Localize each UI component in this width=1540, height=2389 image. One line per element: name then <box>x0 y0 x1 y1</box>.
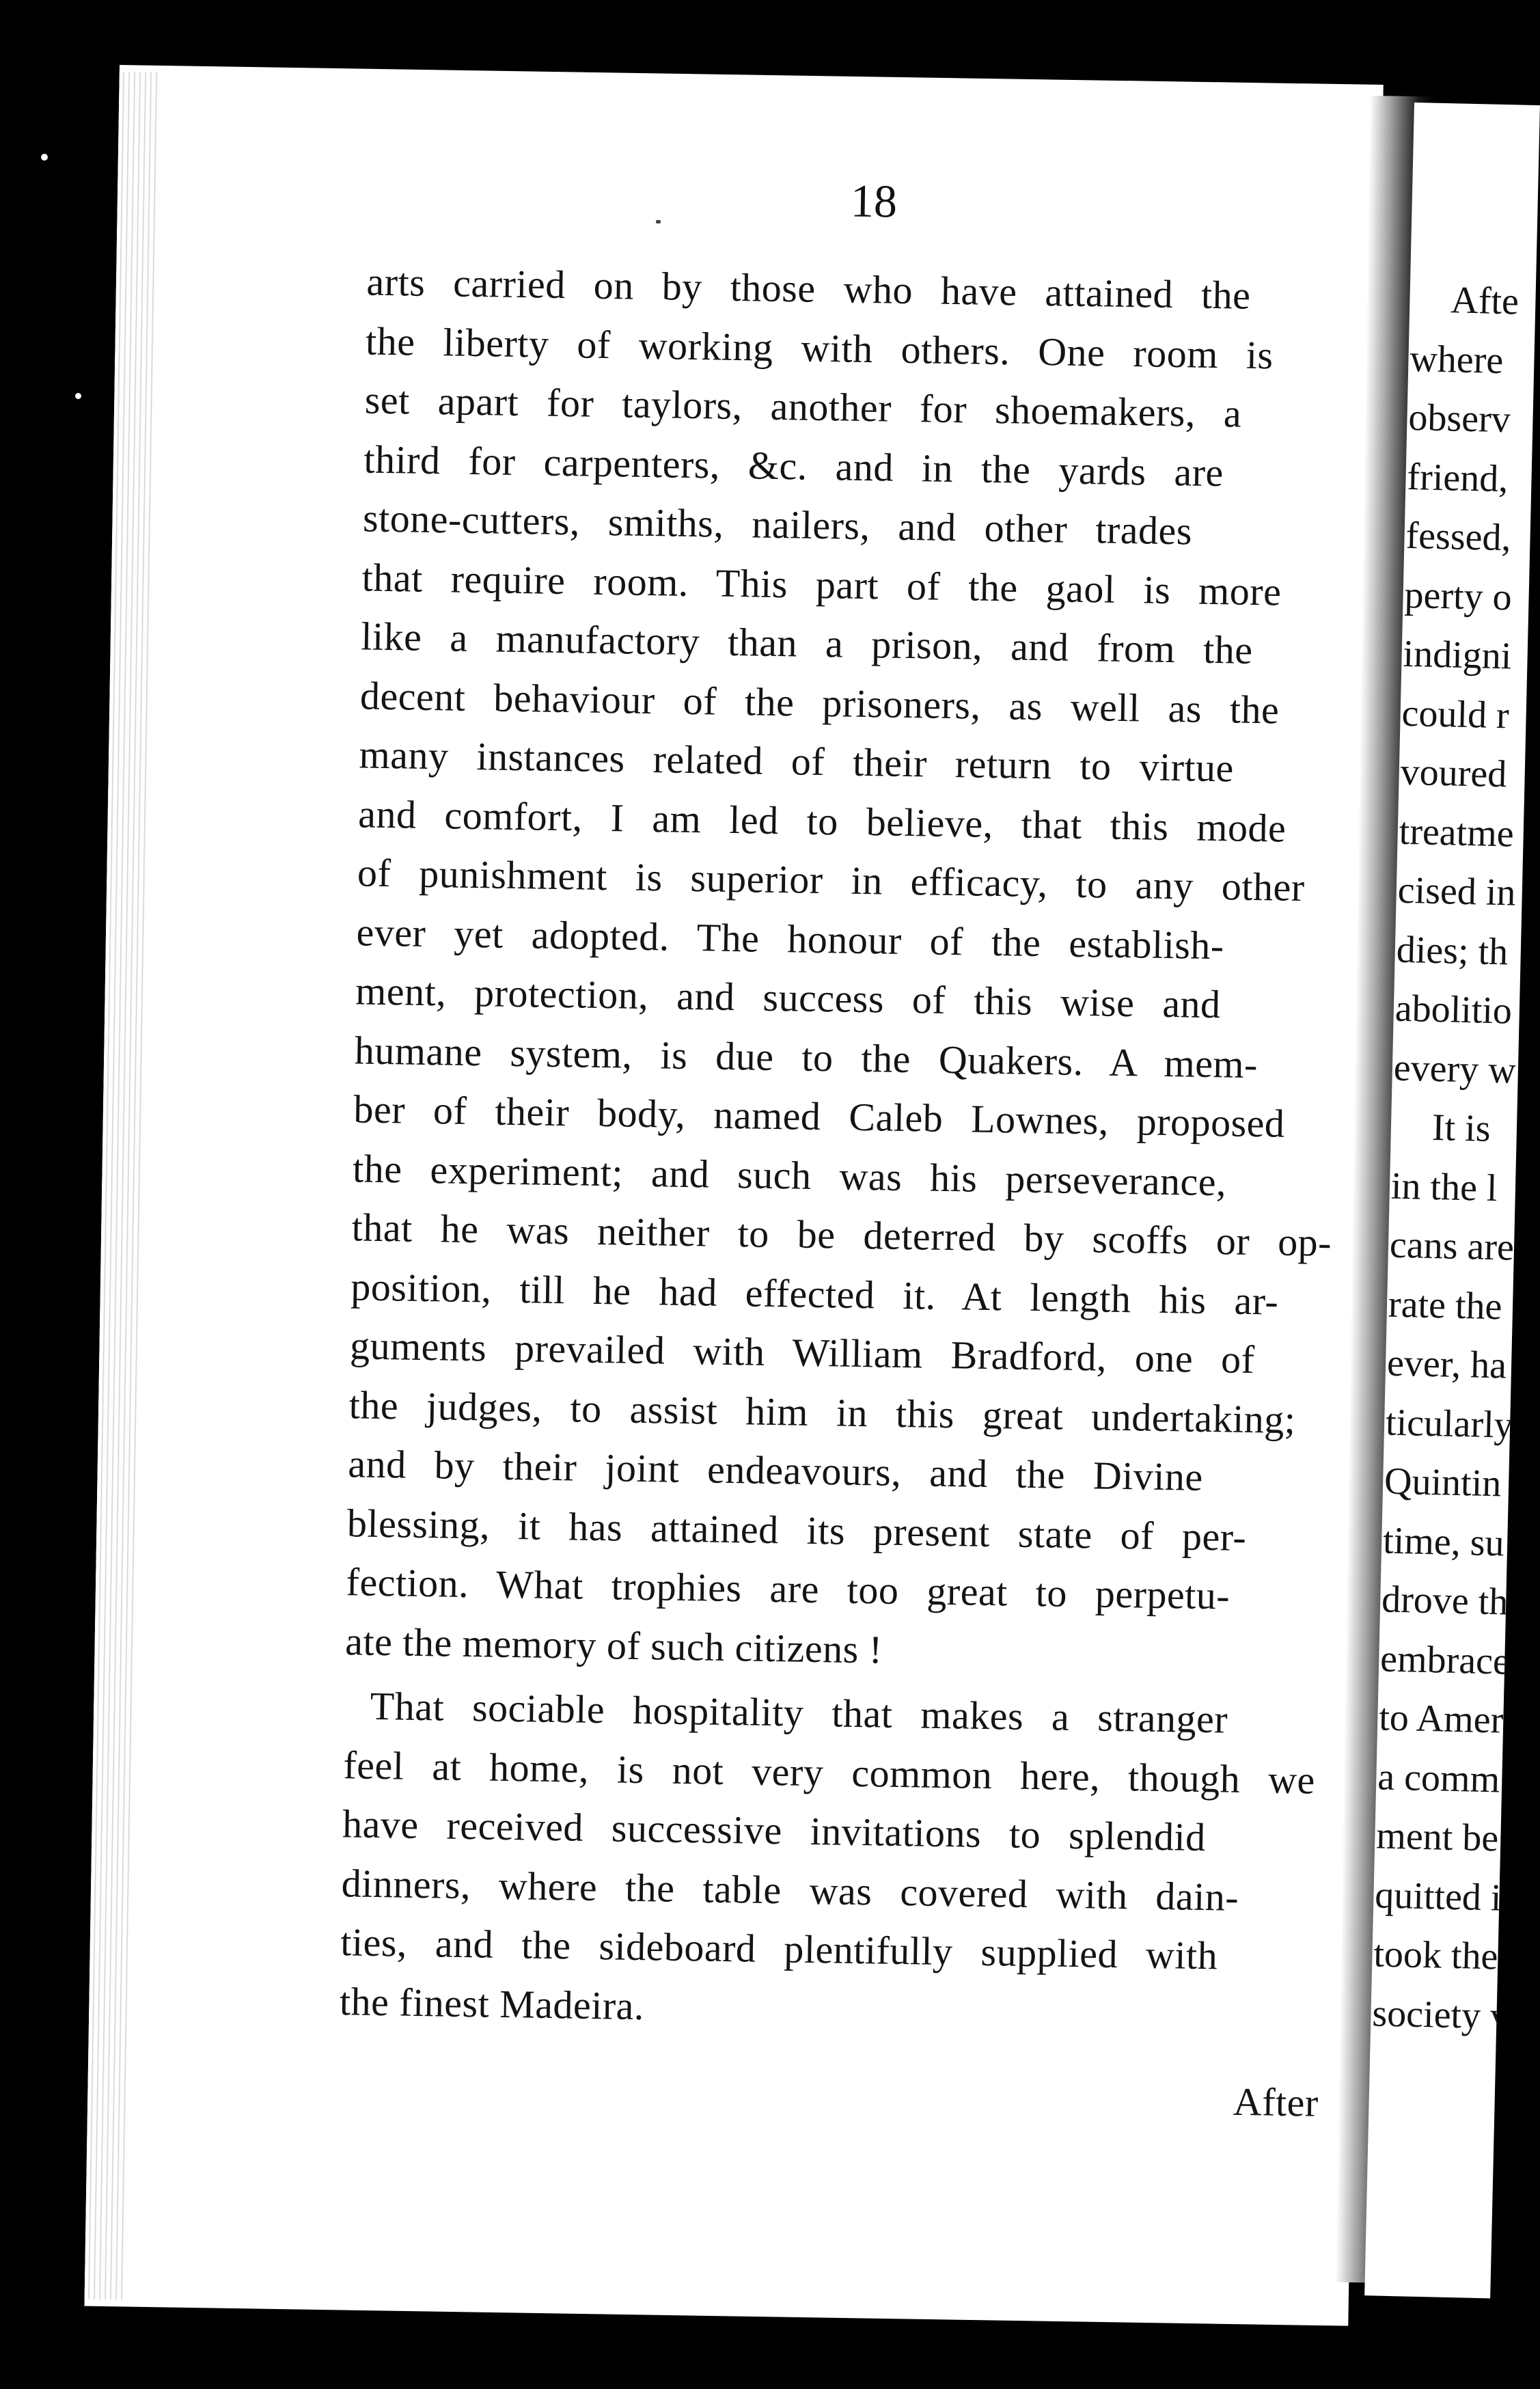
text-line: arts carried on by those who have attained the <box>366 259 1251 318</box>
text-line: ber of their body, named Caleb Lownes, proposed <box>353 1087 1285 1146</box>
text-line: blessing, it has attained its present state of per- <box>346 1500 1247 1559</box>
facing-page-fragment: where <box>1409 337 1504 382</box>
facing-page-fragment: cised in <box>1397 869 1517 914</box>
text-line: that require room. This part of the gaol is more <box>361 554 1282 614</box>
facing-page-text <box>1371 103 1540 2038</box>
text-line: and comfort, I am led to believe, that this mode <box>357 791 1287 851</box>
facing-page-fragment: quitted i <box>1374 1873 1502 1920</box>
background-speck <box>41 154 48 161</box>
text-line: the experiment; and such was his perseverance, <box>352 1145 1227 1204</box>
text-line: the finest Madeira. <box>339 1978 645 2028</box>
facing-page-fragment: treatme <box>1399 810 1515 856</box>
facing-page-fragment: rate the <box>1388 1283 1503 1328</box>
facing-page-fragment: dies; th <box>1396 928 1509 973</box>
facing-page-fragment: It is <box>1431 1106 1491 1150</box>
facing-page-fragment: ever, ha <box>1386 1341 1507 1387</box>
text-line: feel at home, is not very common here, though we <box>342 1742 1316 1803</box>
facing-page-fragment: fessed, <box>1405 514 1512 560</box>
text-line: ment, protection, and success of this wise and <box>355 968 1222 1027</box>
facing-page-fragment: a comm <box>1377 1755 1500 1801</box>
text-line: humane system, is due to the Quakers. A mem- <box>354 1027 1259 1087</box>
facing-page-fragment: voured <box>1400 750 1507 796</box>
text-line: the liberty of working with others. One room is <box>365 318 1274 377</box>
facing-page-fragment: ment be <box>1375 1814 1499 1860</box>
facing-page-fragment: perty o <box>1403 573 1513 618</box>
facing-page-fragment: every w <box>1393 1046 1517 1092</box>
page-edges <box>85 72 161 2300</box>
text-line: That sociable hospitality that makes a stranger <box>370 1683 1228 1742</box>
text-line: of punishment is superior in efficacy, to any other <box>357 850 1306 910</box>
page-number: 18 <box>850 174 898 228</box>
facing-page-fragment: friend, <box>1406 455 1509 500</box>
text-line: many instances related of their return to virtue <box>359 732 1235 791</box>
text-line: decent behaviour of the prisoners, as well as the <box>359 672 1280 733</box>
text-line: position, till he had effected it. At length his ar- <box>350 1264 1279 1324</box>
text-line: like a manufactory than a prison, and from the <box>360 614 1254 672</box>
text-line: guments prevailed with William Bradford, one of <box>349 1323 1256 1382</box>
text-line: the judges, to assist him in this great undertaking; <box>348 1382 1296 1442</box>
text-line: that he was neither to be deterred by scoffs or op- <box>351 1205 1332 1265</box>
facing-page-fragment: took the <box>1373 1933 1499 1978</box>
facing-page-fragment: cans are <box>1389 1223 1515 1269</box>
facing-page-fragment: Afte <box>1450 279 1520 323</box>
facing-page-fragment: could r <box>1401 692 1510 737</box>
ink-speck <box>656 220 661 223</box>
facing-page-fragment: indigni <box>1402 632 1513 678</box>
facing-page-fragment: ticularly <box>1385 1401 1514 1447</box>
facing-page-fragment: Quintin <box>1384 1460 1502 1505</box>
text-line: dinners, where the table was covered with dain- <box>341 1860 1239 1920</box>
facing-page-fragment: to Amer <box>1378 1696 1504 1742</box>
facing-page-fragment: society v <box>1371 1991 1510 2038</box>
text-line: third for carpenters, &c. and in the yards are <box>363 436 1224 495</box>
text-line: stone-cutters, smiths, nailers, and other trades <box>362 495 1193 554</box>
text-line: ate the memory of such citizens ! <box>344 1618 883 1672</box>
facing-page-fragment: in the l <box>1390 1164 1498 1210</box>
facing-page-fragment: embrace <box>1379 1637 1511 1683</box>
catchword: After <box>1233 2079 1319 2125</box>
text-line: ever yet adopted. The honour of the establish- <box>356 909 1225 968</box>
facing-page-fragment: observ <box>1407 396 1511 441</box>
facing-page-fragment: time, su <box>1382 1519 1505 1565</box>
facing-page-fragment: drove th <box>1381 1578 1509 1624</box>
text-line: fection. What trophies are too great to perpetu- <box>346 1559 1230 1618</box>
text-line: set apart for taylors, another for shoemakers, a <box>364 377 1242 436</box>
text-line: and by their joint endeavours, and the Divine <box>347 1441 1204 1499</box>
background-speck <box>75 393 81 399</box>
text-line: have received successive invitations to splendid <box>342 1801 1207 1860</box>
facing-page-fragment: abolitio <box>1394 987 1513 1033</box>
text-line: ties, and the sideboard plentifully supplied with <box>340 1920 1218 1978</box>
